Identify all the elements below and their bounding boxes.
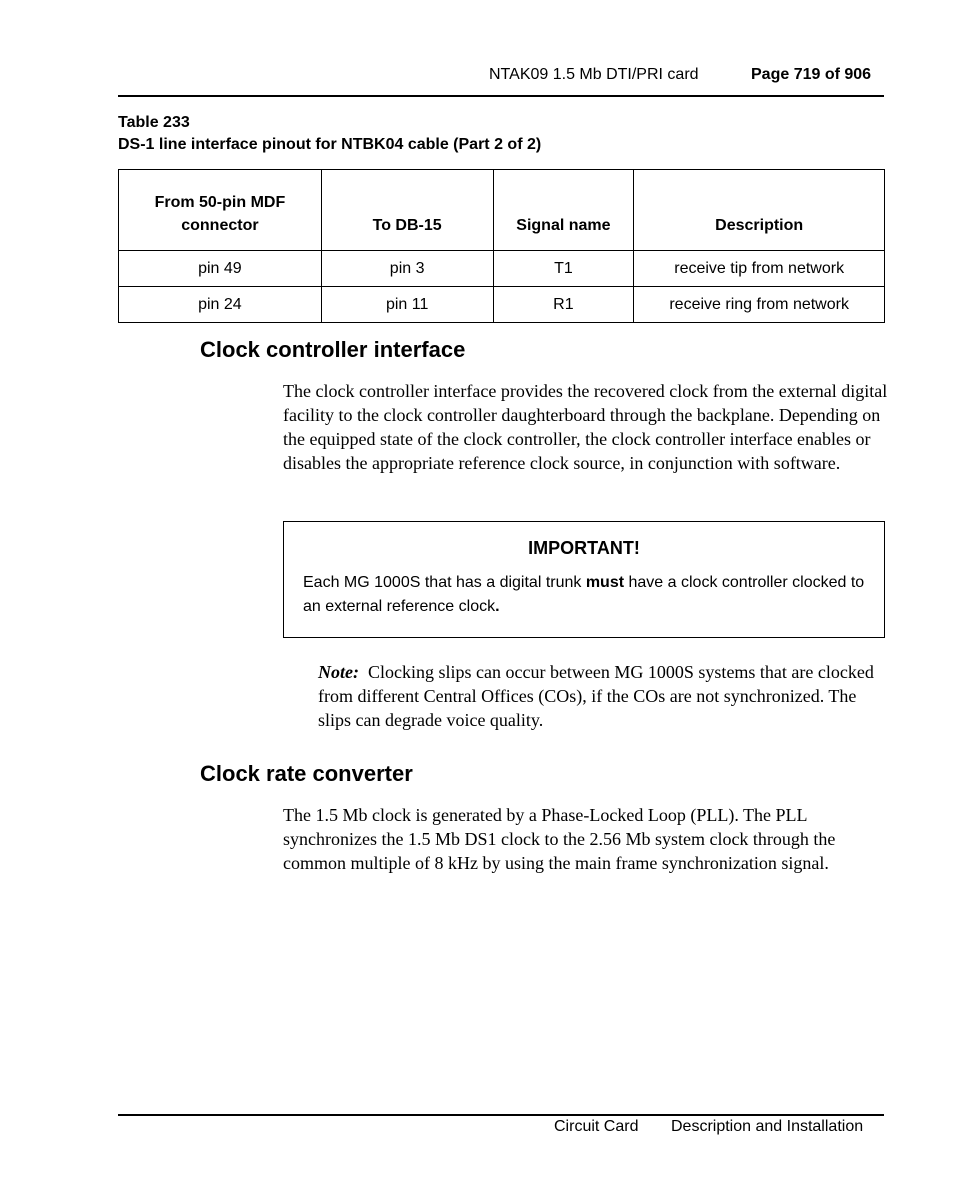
col-header-to: To DB-15 (321, 170, 493, 251)
header-page-number: Page 719 of 906 (751, 66, 872, 83)
col-header-from: From 50-pin MDF connector (119, 170, 322, 251)
important-notice (283, 521, 885, 638)
section-heading-clock-rate: Clock rate converter (200, 761, 413, 786)
note-label: Note: (318, 662, 359, 682)
note-paragraph (318, 660, 880, 732)
table-header-row (119, 170, 885, 251)
col-header-description: Description (634, 170, 885, 251)
section-heading-clock-controller: Clock controller interface (200, 337, 466, 362)
footer-right: Description and Installation (671, 1118, 864, 1135)
table-number: Table 233 (118, 114, 190, 131)
pinout-table (118, 169, 885, 323)
table-cell: pin 49 (119, 251, 322, 287)
important-text-part: Each MG 1000S that has a digital trunk (303, 574, 586, 591)
important-text (303, 571, 873, 619)
header-divider (118, 95, 884, 97)
footer-left: Circuit Card (554, 1118, 639, 1135)
important-text-part: have a clock controller clocked to an external reference clock (303, 574, 865, 615)
footer-divider (118, 1114, 884, 1116)
table-row (119, 251, 885, 287)
note-text: Clocking slips can occur between MG 1000S systems that are clocked from different Central Offices (COs), if the COs are not synchronized. The slips can degrade voice quality. (318, 662, 874, 730)
important-emphasis: must (585, 574, 625, 591)
table-cell: R1 (493, 287, 634, 323)
section-paragraph-clock-controller: The clock controller interface provides the recovered clock from the external digital facility to the clock controller daughterboard through the backplane. Depending on the equipped state of the clock controller, the clock controller interface enables or disables the appropriate reference clock source, in conjunction with software. (283, 381, 888, 473)
table-title: DS-1 line interface pinout for NTBK04 cable (Part 2 of 2) (118, 136, 542, 153)
table-cell: pin 24 (119, 287, 322, 323)
table-cell: T1 (493, 251, 634, 287)
col-header-signal: Signal name (493, 170, 634, 251)
header-doc-title: NTAK09 1.5 Mb DTI/PRI card (489, 66, 699, 83)
table-cell: pin 3 (321, 251, 493, 287)
important-text-end: . (495, 598, 500, 615)
table-row (119, 287, 885, 323)
important-title: IMPORTANT! (528, 538, 640, 558)
section-paragraph-clock-rate: The 1.5 Mb clock is generated by a Phase-Locked Loop (PLL). The PLL synchronizes the 1.5 Mb DS1 clock to the 2.56 Mb system clock through the common multiple of 8 kHz by using the main frame synchronization signal. (283, 805, 836, 873)
table-cell: receive tip from network (634, 251, 885, 287)
table-cell: pin 11 (321, 287, 493, 323)
table-cell: receive ring from network (634, 287, 885, 323)
